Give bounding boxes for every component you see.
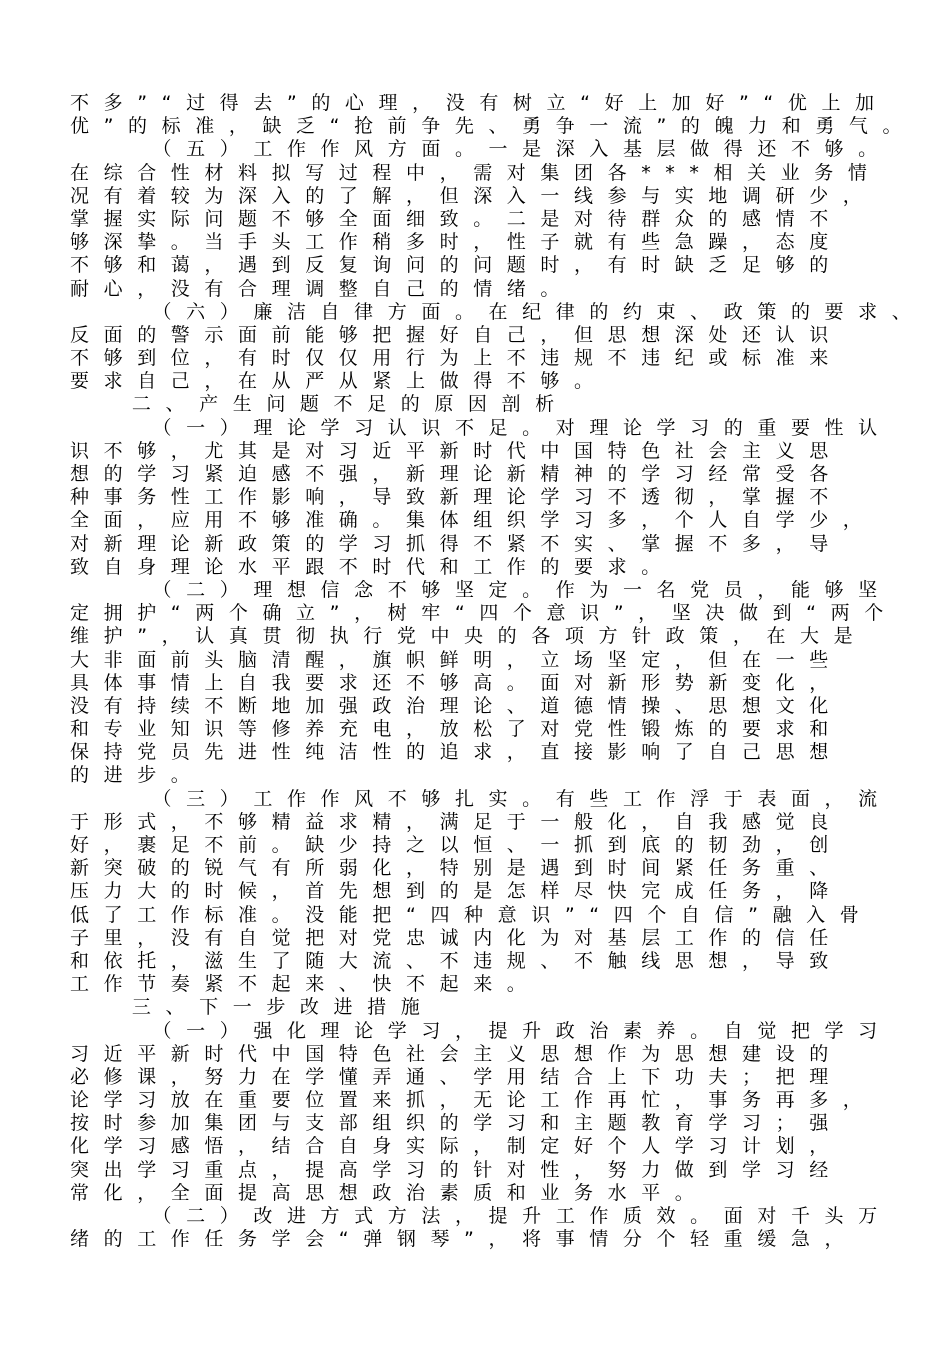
text-line: 二、产生问题不足的原因剖析 [70, 393, 569, 416]
text-line: 不够和蔼，遇到反复询问的问题时，有时缺乏足够的 [70, 254, 843, 277]
text-line: 必修课，努力在学懂弄通、学用结合上下功夫；把理 [70, 1065, 843, 1088]
text-line: 耐心，没有合理调整自己的情绪。 [70, 277, 575, 300]
text-line: 三、下一步改进措施 [70, 996, 435, 1019]
text-line: （二）理想信念不够坚定。作为一名党员，能够坚 [70, 578, 892, 601]
text-line: 没有持续不断地加强政治理论、道德情操、思想文化 [70, 694, 843, 717]
text-line: 绪的工作任务学会“弹钢琴”，将事情分个轻重缓急， [70, 1228, 859, 1251]
text-line: （六）廉洁自律方面。在纪律的约束、政策的要求、 [70, 300, 926, 323]
text-line: 种事务性工作影响，导致新理论学习不透彻，掌握不 [70, 486, 843, 509]
text-line: （一）理论学习认识不足。对理论学习的重要性认 [70, 416, 892, 439]
text-line: 大非面前头脑清醒，旗帜鲜明，立场坚定，但在一些 [70, 648, 843, 671]
text-line: （一）强化理论学习，提升政治素养。自觉把学习 [70, 1019, 892, 1042]
text-line: 低了工作标准。没能把“四种意识”“四个自信”融入骨 [70, 903, 874, 926]
text-line: （二）改进方式方法，提升工作质效。面对千头万 [70, 1205, 892, 1227]
text-line: （五）工作作风方面。一是深入基层做得还不够。 [70, 138, 892, 161]
text-line: 和依托，滋生了随大流、不违规、不触线思想，导致 [70, 949, 843, 972]
text-line: 在综合性材料拟写过程中，需对集团各***相关业务情 [70, 161, 882, 184]
text-line: （三）工作作风不够扎实。有些工作浮于表面，流 [70, 787, 892, 810]
text-line: 压力大的时候，首先想到的是怎样尽快完成任务，降 [70, 880, 843, 903]
document-body [70, 92, 926, 1251]
text-line: 具体事情上自我要求还不够高。面对新形势新变化， [70, 671, 843, 694]
text-line: 不多”“过得去”的心理，没有树立“好上加好”“优上加 [70, 92, 889, 114]
text-line: 维护”，认真贯彻执行党中央的各项方针政策，在大是 [70, 625, 868, 648]
text-line: 保持党员先进性纯洁性的追求，直接影响了自己思想 [70, 741, 843, 764]
text-line: 想的学习紧迫感不强，新理论新精神的学习经常受各 [70, 463, 843, 485]
text-line: 常化，全面提高思想政治素质和业务水平。 [70, 1181, 709, 1204]
text-line: 于形式，不够精益求精，满足于一般化，自我感觉良 [70, 810, 843, 833]
text-line: 定拥护“两个确立”，树牢“四个意识”，坚决做到“两个 [70, 602, 898, 625]
text-line: 优”的标准，缺乏“抢前争先、勇争一流”的魄力和勇气。 [70, 115, 917, 138]
text-line: 工作节奏紧不起来、快不起来。 [70, 973, 541, 996]
text-line: 识不够，尤其是对习近平新时代中国特色社会主义思 [70, 439, 843, 462]
text-line: 论学习放在重要位置来抓，无论工作再忙，事务再多， [70, 1089, 877, 1112]
text-line: 全面，应用不够准确。集体组织学习多，个人自学少， [70, 509, 877, 532]
text-line: 习近平新时代中国特色社会主义思想作为思想建设的 [70, 1042, 843, 1065]
text-line: 不够到位，有时仅仅用行为上不违规不违纪或标准来 [70, 347, 843, 370]
text-line: 的进步。 [70, 764, 205, 787]
text-line: 化学习感悟，结合自身实际，制定好个人学习计划， [70, 1135, 843, 1158]
text-line: 况有着较为深入的了解，但深入一线参与实地调研少， [70, 184, 877, 207]
text-line: 好，裹足不前。缺少持之以恒、一抓到底的韧劲，创 [70, 834, 843, 856]
text-line: 够深挚。当手头工作稍多时，性子就有些急躁，态度 [70, 231, 843, 254]
text-line: 突出学习重点，提高学习的针对性，努力做到学习经 [70, 1158, 843, 1181]
text-line: 掌握实际问题不够全面细致。二是对待群众的感情不 [70, 207, 843, 230]
text-line: 新突破的锐气有所弱化，特别是遇到时间紧任务重、 [70, 857, 843, 880]
text-line: 要求自己，在从严从紧上做得不够。 [70, 370, 608, 393]
text-line: 子里，没有自觉把对党忠诚内化为对基层工作的信任 [70, 926, 843, 949]
text-line: 对新理论新政策的学习抓得不紧不实、掌握不多，导 [70, 532, 843, 555]
text-line: 按时参加集团与支部组织的学习和主题教育学习；强 [70, 1112, 843, 1135]
text-line: 和专业知识等修养充电，放松了对党性锻炼的要求和 [70, 718, 843, 741]
text-line: 反面的警示面前能够把握好自己，但思想深处还认识 [70, 323, 843, 346]
text-line: 致自身理论水平跟不时代和工作的要求。 [70, 555, 675, 578]
